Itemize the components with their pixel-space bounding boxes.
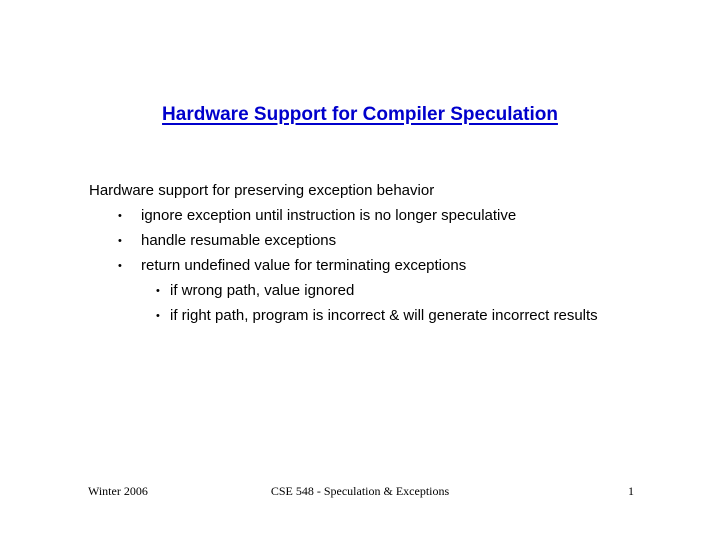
lead-text: Hardware support for preserving exception behavior [89,182,435,199]
bullet-dot-icon: • [118,210,122,222]
bullet-item [89,257,629,275]
bullet-dot-icon: • [118,260,122,272]
sub-bullet-item [89,282,629,300]
footer-course-title: CSE 548 - Speculation & Exceptions [270,484,450,498]
sub-bullet-text: if right path, program is incorrect & will generate incorrect results [170,307,598,324]
bullet-dot-icon: • [156,310,160,322]
footer-date: Winter 2006 [88,484,148,498]
bullet-dot-icon: • [156,285,160,297]
bullet-text: ignore exception until instruction is no longer speculative [141,207,517,224]
sub-bullet-item [89,307,629,325]
bullet-item [89,207,629,225]
bullet-text: return undefined value for terminating exceptions [141,257,467,274]
bullet-dot-icon: • [118,235,122,247]
slide-title: Hardware Support for Compiler Speculation [162,104,558,125]
bullet-item [89,232,629,250]
slide-body [89,182,629,332]
bullet-text: handle resumable exceptions [141,232,337,249]
sub-bullet-text: if wrong path, value ignored [170,282,355,299]
footer-page-number: 1 [628,484,634,498]
